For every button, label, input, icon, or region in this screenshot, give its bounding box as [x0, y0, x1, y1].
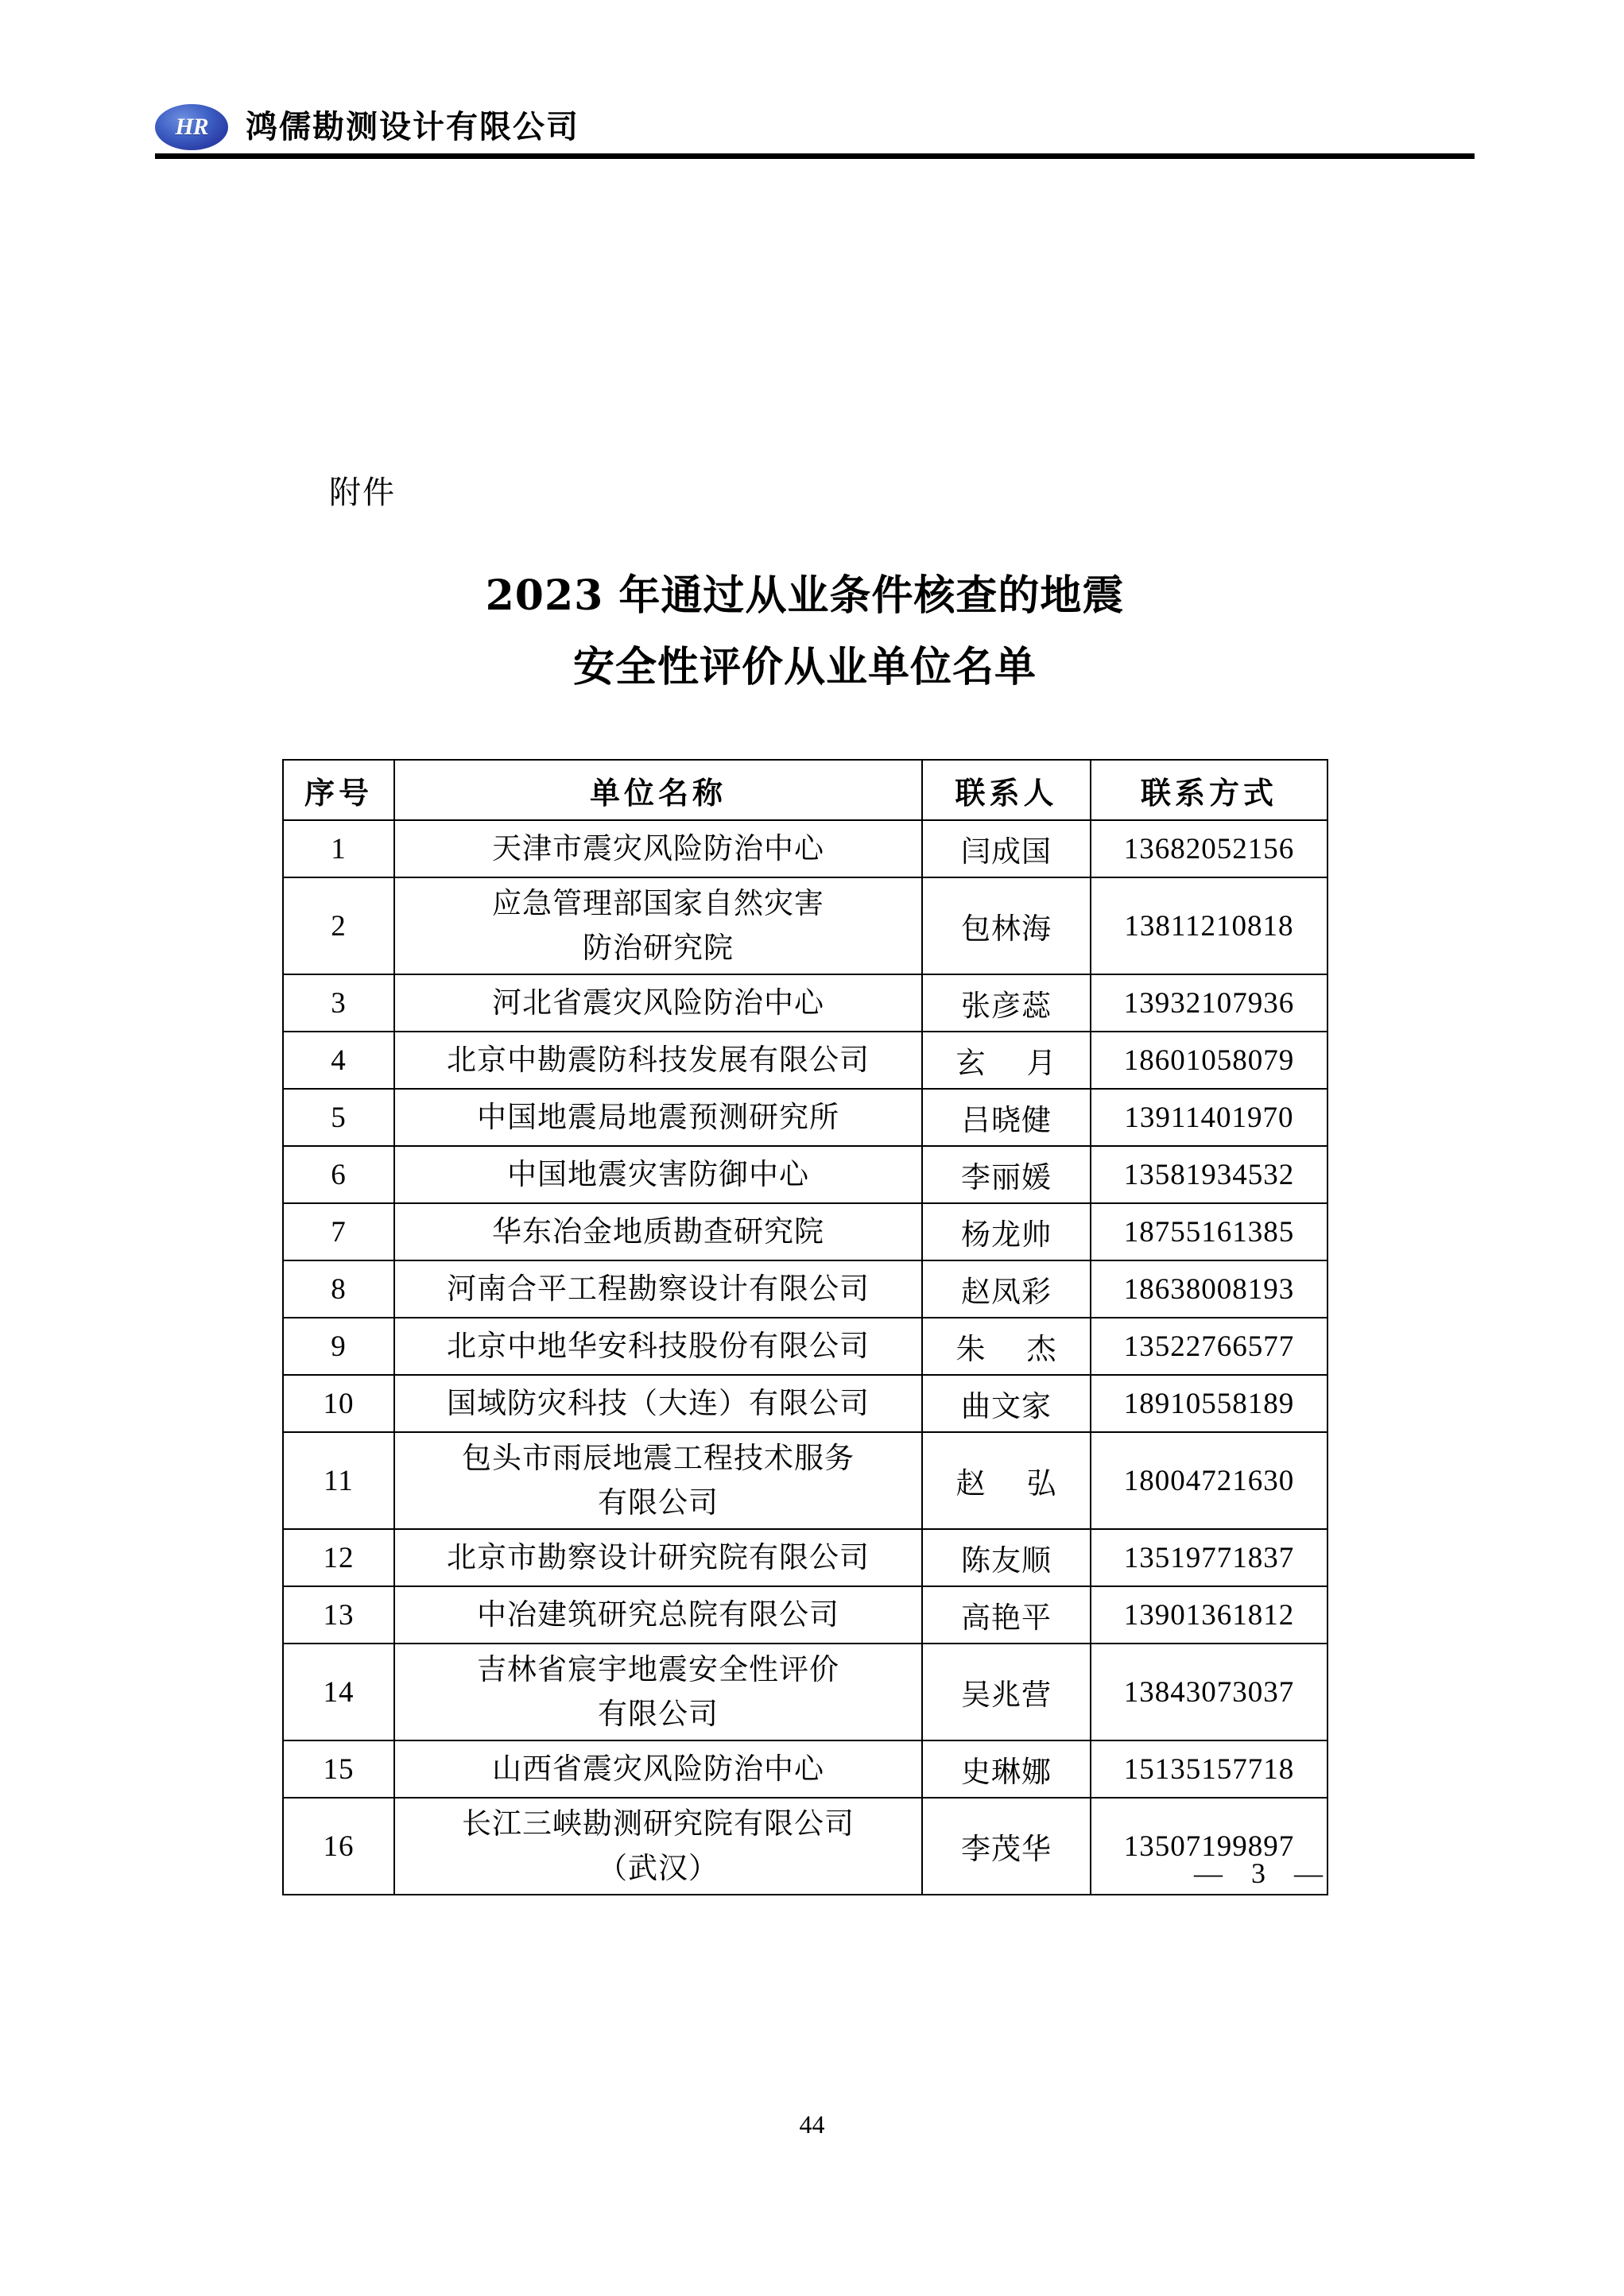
- cell-unit-name: [394, 1432, 922, 1529]
- qualified-units-table: [282, 759, 1328, 1895]
- table-row: [283, 1146, 1327, 1203]
- cell-phone: 18601058079: [1091, 1032, 1327, 1089]
- cell-contact: 高艳平: [922, 1586, 1091, 1644]
- column-header-index: 序号: [283, 760, 394, 820]
- header-divider: [155, 153, 1475, 159]
- document-title: [282, 560, 1327, 703]
- cell-unit-name-line-1: 中国地震灾害防御中心: [507, 1157, 809, 1191]
- cell-phone: 13682052156: [1091, 820, 1327, 877]
- cell-unit-name-line-2: 防治研究院: [583, 931, 734, 965]
- cell-unit-name: [394, 1586, 922, 1644]
- cell-contact: 赵凤彩: [922, 1260, 1091, 1318]
- cell-unit-name-line-1: 北京中勘震防科技发展有限公司: [447, 1043, 870, 1077]
- cell-unit-name: [394, 1260, 922, 1318]
- column-header-unit-name: 单位名称: [394, 760, 922, 820]
- hr-oval-logo-icon: [155, 104, 228, 150]
- cell-unit-name-line-1: 中冶建筑研究总院有限公司: [477, 1597, 839, 1632]
- table-header-row: [283, 760, 1327, 820]
- document-title-line-1: 2023 年通过从业条件核查的地震: [485, 571, 1125, 620]
- cell-unit-name-line-1: 天津市震灾风险防治中心: [492, 831, 824, 865]
- cell-contact: 赵 弘: [922, 1432, 1091, 1529]
- cell-unit-name-line-2: 有限公司: [598, 1697, 719, 1731]
- cell-index: 6: [283, 1146, 394, 1203]
- cell-phone: 13581934532: [1091, 1146, 1327, 1203]
- cell-unit-name-line-1: 应急管理部国家自然灾害: [492, 886, 824, 920]
- cell-contact: 闫成国: [922, 820, 1091, 877]
- cell-unit-name-line-1: 中国地震局地震预测研究所: [477, 1100, 839, 1134]
- cell-contact: 吴兆营: [922, 1644, 1091, 1740]
- cell-unit-name: [394, 1032, 922, 1089]
- cell-phone: 13932107936: [1091, 974, 1327, 1032]
- cell-unit-name-line-2: 有限公司: [598, 1485, 719, 1520]
- cell-contact: 杨龙帅: [922, 1203, 1091, 1260]
- cell-phone: 13843073037: [1091, 1644, 1327, 1740]
- column-header-phone: 联系方式: [1091, 760, 1327, 820]
- sheet-number: 44: [799, 2110, 825, 2139]
- cell-contact: 包林海: [922, 877, 1091, 974]
- cell-phone: 18910558189: [1091, 1375, 1327, 1432]
- cell-phone: 15135157718: [1091, 1740, 1327, 1798]
- cell-phone: 18755161385: [1091, 1203, 1327, 1260]
- table-header: [283, 760, 1327, 820]
- cell-index: 2: [283, 877, 394, 974]
- table-row: [283, 1089, 1327, 1146]
- table-row: [283, 1260, 1327, 1318]
- letterhead: [155, 94, 1475, 161]
- cell-unit-name-line-1: 长江三峡勘测研究院有限公司: [462, 1806, 855, 1841]
- table-row: [283, 1203, 1327, 1260]
- cell-phone: 13901361812: [1091, 1586, 1327, 1644]
- table-row: [283, 1032, 1327, 1089]
- cell-phone: 18004721630: [1091, 1432, 1327, 1529]
- cell-unit-name: [394, 1644, 922, 1740]
- cell-contact: 李丽媛: [922, 1146, 1091, 1203]
- table-row: [283, 1318, 1327, 1375]
- cell-index: 16: [283, 1798, 394, 1895]
- cell-index: 9: [283, 1318, 394, 1375]
- document-title-line-2: 安全性评价从业单位名单: [572, 643, 1037, 691]
- cell-index: 4: [283, 1032, 394, 1089]
- table-row: [283, 974, 1327, 1032]
- cell-unit-name-line-1: 河北省震灾风险防治中心: [492, 985, 824, 1020]
- cell-phone: 13811210818: [1091, 877, 1327, 974]
- cell-unit-name: [394, 1375, 922, 1432]
- cell-index: 8: [283, 1260, 394, 1318]
- cell-contact: 玄 月: [922, 1032, 1091, 1089]
- cell-unit-name: [394, 1203, 922, 1260]
- cell-unit-name: [394, 1089, 922, 1146]
- cell-index: 13: [283, 1586, 394, 1644]
- cell-unit-name: [394, 877, 922, 974]
- cell-phone: 13519771837: [1091, 1529, 1327, 1586]
- cell-unit-name: [394, 1146, 922, 1203]
- cell-unit-name: [394, 820, 922, 877]
- table-row: [283, 1644, 1327, 1740]
- cell-index: 10: [283, 1375, 394, 1432]
- cell-index: 12: [283, 1529, 394, 1586]
- cell-index: 14: [283, 1644, 394, 1740]
- cell-phone: 18638008193: [1091, 1260, 1327, 1318]
- cell-index: 3: [283, 974, 394, 1032]
- cell-unit-name-line-1: 北京中地华安科技股份有限公司: [447, 1329, 870, 1363]
- table-row: [283, 1586, 1327, 1644]
- table-row: [283, 1375, 1327, 1432]
- cell-unit-name: [394, 1318, 922, 1375]
- table-row: [283, 1432, 1327, 1529]
- page-marker: — 3 —: [1194, 1857, 1327, 1889]
- cell-phone: 13522766577: [1091, 1318, 1327, 1375]
- cell-unit-name-line-1: 北京市勘察设计研究院有限公司: [447, 1540, 870, 1574]
- cell-unit-name-line-2: （武汉）: [598, 1851, 719, 1885]
- cell-unit-name-line-1: 包头市雨辰地震工程技术服务: [462, 1441, 855, 1475]
- cell-unit-name: [394, 1529, 922, 1586]
- cell-contact: 曲文家: [922, 1375, 1091, 1432]
- cell-index: 15: [283, 1740, 394, 1798]
- cell-unit-name: [394, 974, 922, 1032]
- cell-contact: 吕晓健: [922, 1089, 1091, 1146]
- cell-contact: 史琳娜: [922, 1740, 1091, 1798]
- table-row: [283, 877, 1327, 974]
- cell-index: 1: [283, 820, 394, 877]
- company-name: 鸿儒勘测设计有限公司: [246, 109, 579, 145]
- cell-index: 7: [283, 1203, 394, 1260]
- cell-unit-name-line-1: 华东冶金地质勘查研究院: [492, 1214, 824, 1249]
- attachment-label: 附件: [329, 474, 396, 511]
- table-row: [283, 1740, 1327, 1798]
- cell-index: 11: [283, 1432, 394, 1529]
- cell-index: 5: [283, 1089, 394, 1146]
- logo-letters: HR: [175, 114, 208, 140]
- table-row: [283, 820, 1327, 877]
- cell-phone: 13911401970: [1091, 1089, 1327, 1146]
- column-header-contact: 联系人: [922, 760, 1091, 820]
- cell-unit-name-line-1: 国域防灾科技（大连）有限公司: [447, 1386, 870, 1420]
- cell-unit-name-line-1: 吉林省宸宇地震安全性评价: [477, 1652, 839, 1686]
- cell-unit-name-line-1: 河南合平工程勘察设计有限公司: [447, 1272, 870, 1306]
- table-row: [283, 1529, 1327, 1586]
- cell-contact: 陈友顺: [922, 1529, 1091, 1586]
- cell-contact: 朱 杰: [922, 1318, 1091, 1375]
- cell-contact: 李茂华: [922, 1798, 1091, 1895]
- cell-unit-name: [394, 1798, 922, 1895]
- cell-phone: 13507199897: [1091, 1798, 1327, 1895]
- table-body: [283, 820, 1327, 1895]
- cell-unit-name-line-1: 山西省震灾风险防治中心: [492, 1752, 824, 1786]
- cell-contact: 张彦蕊: [922, 974, 1091, 1032]
- cell-unit-name: [394, 1740, 922, 1798]
